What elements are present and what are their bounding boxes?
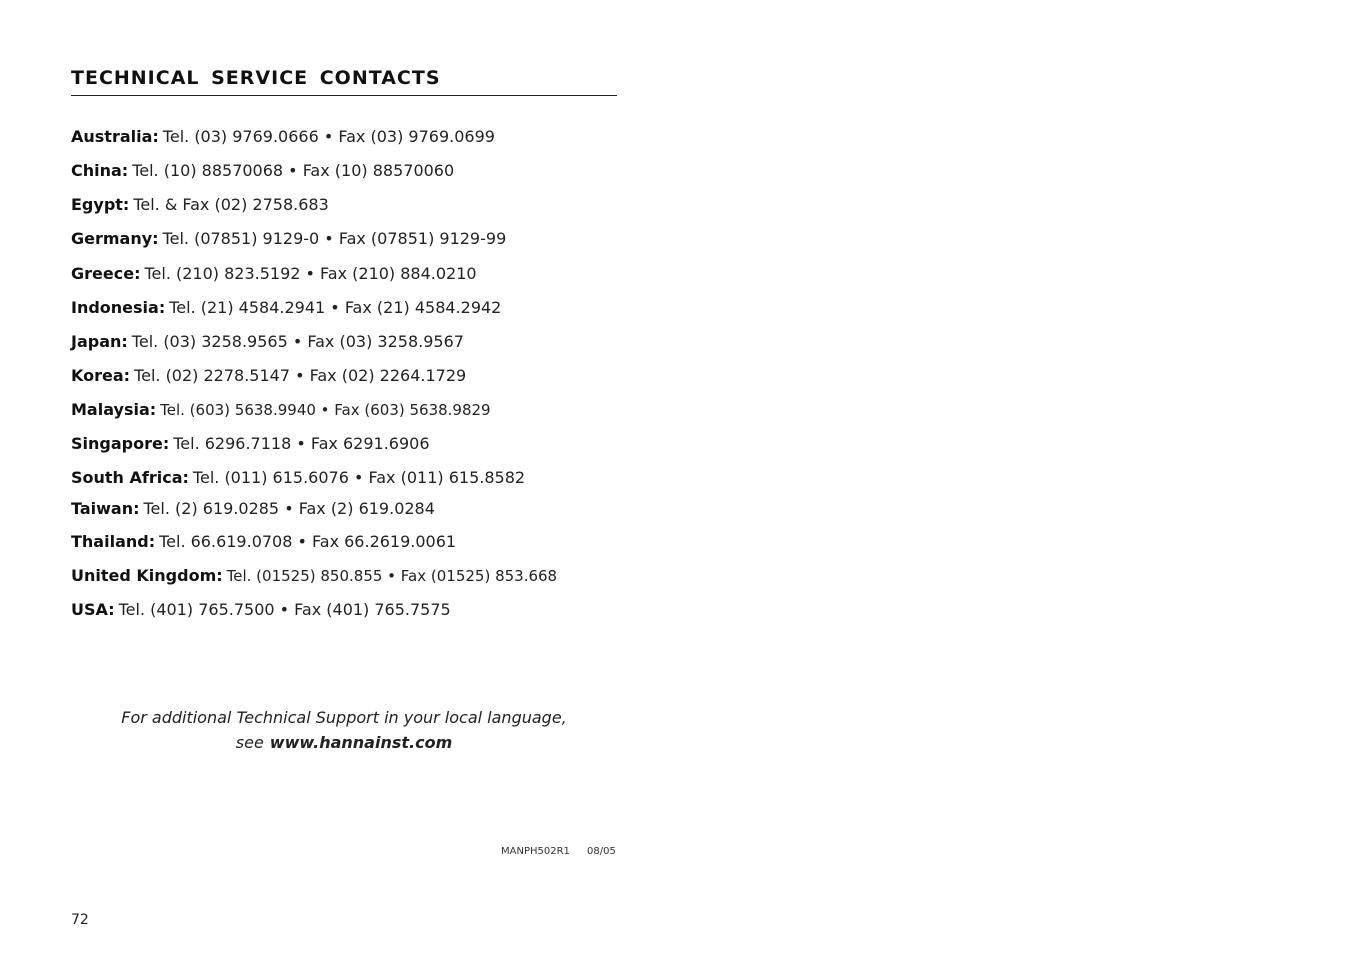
phone-fax-numbers: Tel. (02) 2278.5147 • Fax (02) 2264.1729 (134, 366, 467, 385)
phone-fax-numbers: Tel. (2) 619.0285 • Fax (2) 619.0284 (143, 499, 435, 518)
support-note-line1: For additional Technical Support in your local language, (121, 708, 567, 727)
phone-fax-numbers: Tel. (07851) 9129-0 • Fax (07851) 9129-99 (162, 229, 507, 248)
contact-taiwan (71, 499, 435, 519)
country-label: Greece: (71, 264, 141, 283)
phone-fax-numbers: Tel. (401) 765.7500 • Fax (401) 765.7575 (118, 600, 451, 619)
contact-thailand (71, 532, 456, 552)
country-label: Taiwan: (71, 499, 140, 518)
phone-fax-numbers: Tel. 6296.7118 • Fax 6291.6906 (173, 434, 430, 453)
country-label: South Africa: (71, 468, 189, 487)
contact-usa (71, 600, 451, 620)
contact-australia (71, 127, 495, 147)
contact-malaysia (71, 400, 491, 420)
country-label: Korea: (71, 366, 131, 385)
phone-fax-numbers: Tel. (210) 823.5192 • Fax (210) 884.0210 (144, 264, 477, 283)
country-label: Australia: (71, 127, 159, 146)
website-link[interactable]: www.hannainst.com (269, 733, 453, 752)
contact-egypt (71, 195, 329, 215)
page-title: TECHNICAL SERVICE CONTACTS (71, 67, 441, 89)
country-label: USA: (71, 600, 115, 619)
contact-greece (71, 264, 477, 284)
contact-korea (71, 366, 466, 386)
phone-fax-numbers: Tel. & Fax (02) 2758.683 (133, 195, 329, 214)
country-label: United Kingdom: (71, 566, 223, 585)
phone-fax-numbers: Tel. (10) 88570068 • Fax (10) 88570060 (132, 161, 455, 180)
phone-fax-numbers: Tel. (011) 615.6076 • Fax (011) 615.8582 (192, 468, 526, 487)
country-label: Indonesia: (71, 298, 166, 317)
page-number: 72 (71, 912, 89, 928)
title-underline (71, 95, 617, 96)
contact-south-africa (71, 468, 525, 488)
country-label: Malaysia: (71, 400, 157, 419)
phone-fax-numbers: Tel. (603) 5638.9940 • Fax (603) 5638.9829 (160, 401, 491, 419)
country-label: Thailand: (71, 532, 156, 551)
country-label: China: (71, 161, 129, 180)
support-note-line2 (71, 733, 617, 753)
country-label: Singapore: (71, 434, 170, 453)
phone-fax-numbers: Tel. (01525) 850.855 • Fax (01525) 853.668 (226, 567, 558, 585)
contact-germany (71, 229, 506, 249)
phone-fax-numbers: Tel. 66.619.0708 • Fax 66.2619.0061 (159, 532, 457, 551)
contact-united-kingdom (71, 566, 557, 586)
phone-fax-numbers: Tel. (21) 4584.2941 • Fax (21) 4584.2942 (169, 298, 502, 317)
manual-date: 08/05 (587, 846, 616, 857)
phone-fax-numbers: Tel. (03) 3258.9565 • Fax (03) 3258.9567 (131, 332, 464, 351)
support-see-text: see (235, 733, 264, 752)
country-label: Germany: (71, 229, 159, 248)
country-label: Japan: (71, 332, 128, 351)
contact-china (71, 161, 454, 181)
manual-code: MANPH502R1 (501, 846, 570, 857)
phone-fax-numbers: Tel. (03) 9769.0666 • Fax (03) 9769.0699 (162, 127, 495, 146)
contact-singapore (71, 434, 430, 454)
contact-japan (71, 332, 464, 352)
contact-indonesia (71, 298, 501, 318)
country-label: Egypt: (71, 195, 130, 214)
